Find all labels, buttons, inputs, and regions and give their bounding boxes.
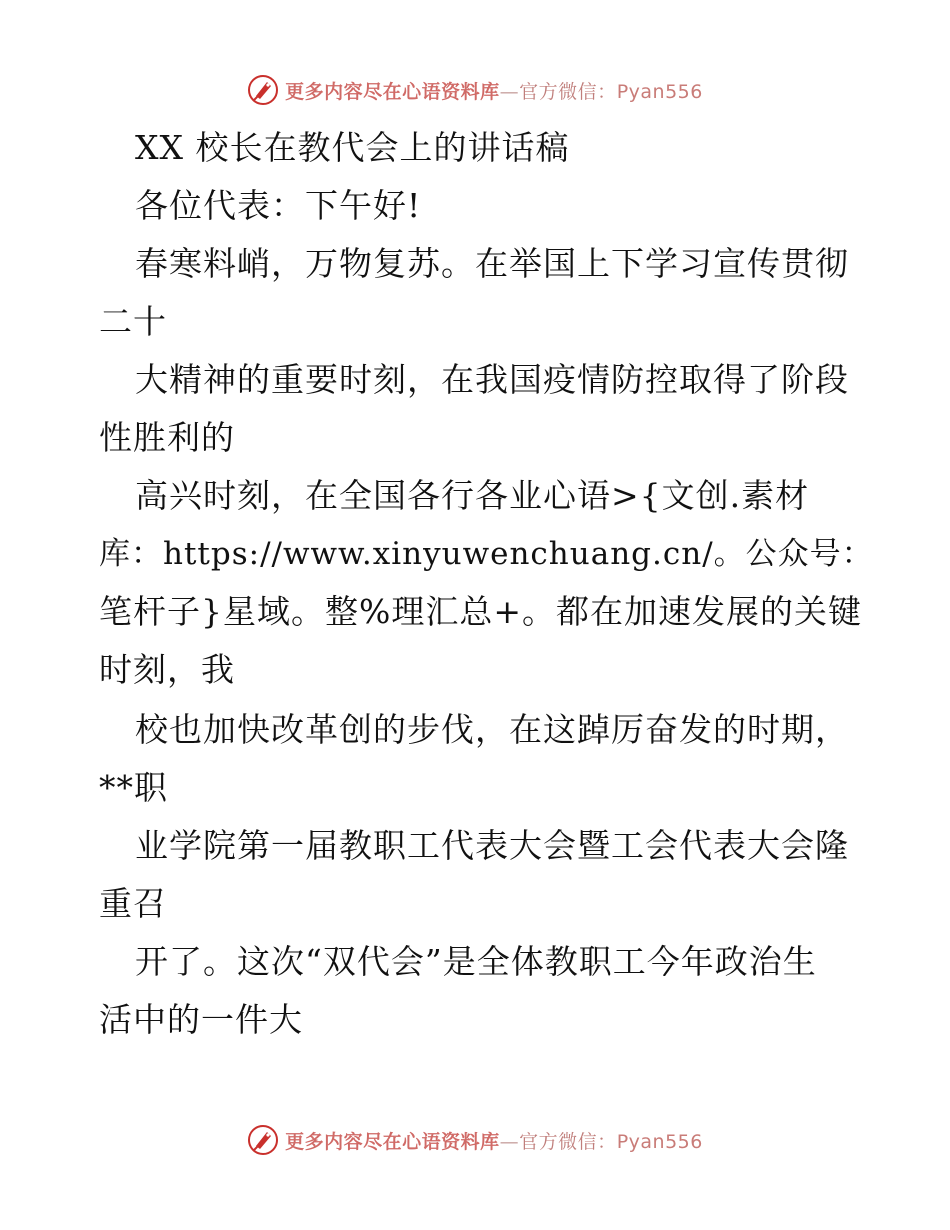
body-line: 春寒料峭，万物复苏。在举国上下学习宣传贯彻 — [135, 244, 849, 283]
pen-nib-logo-icon — [247, 74, 279, 106]
body-line: 时刻，我 — [99, 650, 235, 689]
body-line: 二十 — [99, 302, 167, 341]
body-line: 笔杆子}星域。整%理汇总+。都在加速发展的关键 — [99, 592, 863, 631]
banner-wechat-id: Pyan556 — [616, 1130, 703, 1153]
banner-wechat-id: Pyan556 — [616, 80, 703, 103]
body-line: 业学院第一届教职工代表大会暨工会代表大会隆 — [135, 826, 849, 865]
document-title: XX 校长在教代会上的讲话稿 — [135, 128, 570, 167]
body-line: 重召 — [99, 884, 167, 923]
banner-main-text: 更多内容尽在心语资料库 — [285, 1130, 500, 1153]
banner-separator: — — [499, 80, 520, 103]
banner-text — [285, 1127, 703, 1154]
body-line: 性胜利的 — [99, 418, 235, 457]
body-line: 高兴时刻，在全国各行各业心语>{文创.素材 — [135, 476, 810, 515]
banner-text — [285, 77, 703, 104]
body-line: 活中的一件大 — [99, 1000, 303, 1039]
banner-wechat-label: 官方微信： — [519, 80, 617, 103]
header-banner — [0, 70, 950, 110]
banner-separator: — — [499, 1130, 520, 1153]
body-line: **职 — [99, 768, 168, 807]
footer-banner — [0, 1120, 950, 1160]
pen-nib-logo-icon — [247, 1124, 279, 1156]
body-line: 开了。这次“双代会”是全体教职工今年政治生 — [135, 942, 817, 981]
greeting-line: 各位代表：下午好! — [135, 186, 422, 225]
body-line: 校也加快改革创的步伐，在这踔厉奋发的时期， — [135, 710, 849, 749]
body-line: 库：https://www.xinyuwenchuang.cn/。公众号： — [99, 536, 874, 572]
banner-wechat-label: 官方微信： — [519, 1130, 617, 1153]
body-line: 大精神的重要时刻，在我国疫情防控取得了阶段 — [135, 360, 849, 399]
banner-main-text: 更多内容尽在心语资料库 — [285, 80, 500, 103]
